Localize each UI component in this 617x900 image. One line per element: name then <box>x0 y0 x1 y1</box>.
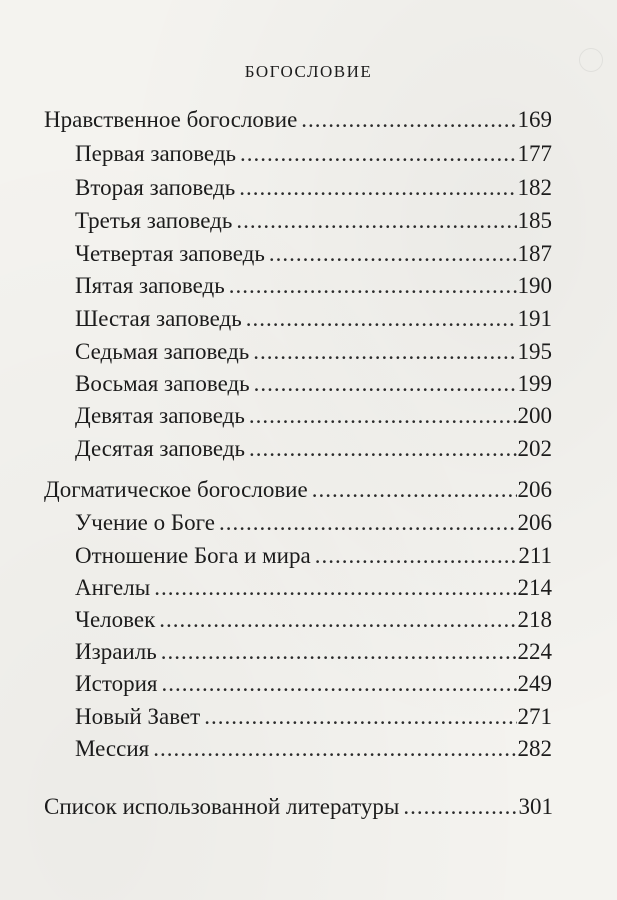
toc-entry-label: Десятая заповедь <box>75 436 246 461</box>
toc-leader-dots <box>204 703 516 731</box>
toc-entry[interactable] <box>75 670 552 698</box>
toc-leader-dots <box>269 240 517 268</box>
toc-leader-dots <box>161 670 516 698</box>
toc-leader-dots <box>239 174 516 202</box>
toc-entry-page: 177 <box>517 141 552 166</box>
toc-entry-label: Ангелы <box>75 575 151 600</box>
toc-entry[interactable] <box>75 140 552 168</box>
toc-entry[interactable] <box>75 174 552 202</box>
toc-entry-page: 218 <box>517 607 552 632</box>
toc-entry-page: 190 <box>517 273 552 298</box>
toc-entry-page: 182 <box>517 175 552 200</box>
toc-leader-dots <box>161 638 517 666</box>
toc-entry-page: 187 <box>517 241 552 266</box>
toc-entry[interactable] <box>75 509 552 537</box>
toc-entry[interactable] <box>75 305 552 333</box>
toc-entry-page: 271 <box>517 704 552 729</box>
toc-entry-page: 200 <box>517 403 552 428</box>
toc-entry-page: 195 <box>517 339 552 364</box>
toc-entry[interactable] <box>75 402 552 430</box>
toc-leader-dots <box>246 305 517 333</box>
toc-entry[interactable] <box>75 435 552 463</box>
toc-entry-label: Первая заповедь <box>75 141 237 166</box>
toc-entry-label: Третья заповедь <box>75 208 233 233</box>
toc-entry[interactable] <box>75 272 552 300</box>
toc-leader-dots <box>240 140 516 168</box>
toc-entry-label: Человек <box>75 607 156 632</box>
toc-leader-dots <box>229 272 517 300</box>
toc-leader-dots <box>249 435 516 463</box>
toc-entry-label: Четвертая заповедь <box>75 241 265 266</box>
toc-entry-label: Восьмая заповедь <box>75 371 250 396</box>
toc-entry-label: Девятая заповедь <box>75 403 245 428</box>
toc-entry[interactable] <box>75 638 552 666</box>
toc-entry-label: Шестая заповедь <box>75 306 242 331</box>
section-title: БОГОСЛОВИЕ <box>244 62 373 81</box>
toc-entry-page: 206 <box>517 477 552 502</box>
toc-entry-label: Отношение Бога и мира <box>75 543 311 568</box>
toc-entry[interactable] <box>75 703 552 731</box>
toc-leader-dots <box>315 542 518 570</box>
toc-leader-dots <box>301 106 516 134</box>
toc-entry[interactable] <box>75 735 552 763</box>
toc-leader-dots <box>249 402 517 430</box>
toc-entry[interactable] <box>75 574 552 602</box>
toc-entry-label: Нравственное богословие <box>44 107 298 132</box>
toc-entry[interactable] <box>75 606 552 634</box>
toc-entry-label: Список использованной литературы <box>44 794 400 819</box>
toc-entry[interactable] <box>44 793 553 821</box>
toc-entry[interactable] <box>75 542 552 570</box>
toc-entry[interactable] <box>75 240 552 268</box>
toc-entry-label: Пятая заповедь <box>75 273 225 298</box>
toc-entry[interactable] <box>44 106 552 134</box>
toc-entry-page: 185 <box>517 208 552 233</box>
toc-entry-page: 249 <box>517 671 552 696</box>
toc-entry-label: История <box>75 671 158 696</box>
toc-entry[interactable] <box>44 476 552 504</box>
toc-leader-dots <box>154 574 516 602</box>
toc-entry-label: Догматическое богословие <box>44 477 308 502</box>
toc-leader-dots <box>153 735 516 763</box>
toc-entry-page: 282 <box>517 736 552 761</box>
toc-entry-page: 206 <box>517 510 552 535</box>
toc-entry-page: 214 <box>517 575 552 600</box>
toc-entry-page: 211 <box>518 543 552 568</box>
toc-leader-dots <box>236 207 516 235</box>
toc-entry-label: Учение о Боге <box>75 510 215 535</box>
toc-entry[interactable] <box>75 338 552 366</box>
toc-leader-dots <box>312 476 517 504</box>
toc-entry-label: Мессия <box>75 736 150 761</box>
toc-entry-page: 191 <box>517 306 552 331</box>
toc-leader-dots <box>254 370 517 398</box>
toc-entry-page: 301 <box>518 794 553 819</box>
toc-entry-label: Седьмая заповедь <box>75 339 250 364</box>
toc-entry-label: Израиль <box>75 639 157 664</box>
toc-leader-dots <box>403 793 517 821</box>
toc-entry-label: Новый Завет <box>75 704 201 729</box>
toc-leader-dots <box>253 338 516 366</box>
toc-entry-page: 224 <box>517 639 552 664</box>
toc-entry-page: 202 <box>517 436 552 461</box>
toc-entry-label: Вторая заповедь <box>75 175 236 200</box>
toc-entry-page: 199 <box>517 371 552 396</box>
toc-leader-dots <box>159 606 516 634</box>
toc-entry-page: 169 <box>517 107 552 132</box>
toc-entry[interactable] <box>75 207 552 235</box>
toc-leader-dots <box>219 509 517 537</box>
toc-entry[interactable] <box>75 370 552 398</box>
